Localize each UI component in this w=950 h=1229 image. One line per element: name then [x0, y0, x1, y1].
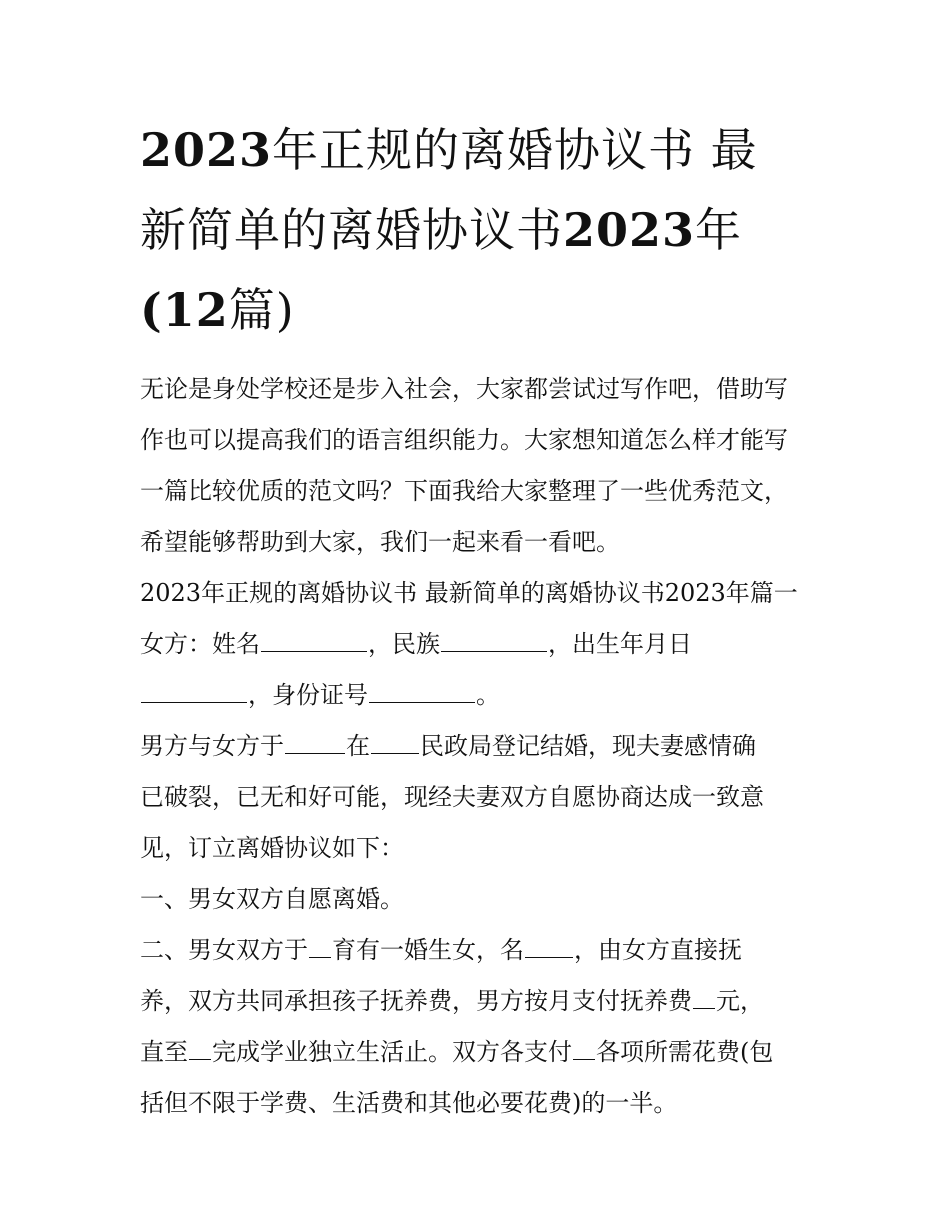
text-line: 男方与女方于 在 民政局登记结婚，现夫妻感情确 [140, 732, 756, 760]
text-line: ，身份证号 。 [140, 670, 820, 721]
text-line: 养，双方共同承担孩子抚养费，男方按月支付抚养费 元， [140, 987, 764, 1015]
fill-blank [525, 934, 573, 958]
intro-paragraph [140, 364, 820, 568]
fill-blank [261, 628, 367, 652]
fill-blank [141, 679, 247, 703]
title-line: 2023年正规的离婚协议书 最 [140, 123, 758, 177]
text-line: 女方：姓名 ，民族 ，出生年月日 [140, 630, 692, 658]
text-line: 二、男女双方于 育有一婚生女，名 ，由女方直接抚 [140, 936, 742, 964]
fill-blank [189, 1036, 211, 1060]
document-title [140, 110, 820, 350]
woman-info-paragraph [140, 619, 820, 721]
fill-blank [573, 1036, 595, 1060]
text-line: 无论是身处学校还是步入社会，大家都尝试过写作吧，借助写 [140, 375, 788, 403]
text-line: 一篇比较优质的范文吗？下面我给大家整理了一些优秀范文， [140, 477, 788, 505]
title-line: 新简单的离婚协议书2023年 [140, 203, 743, 257]
clause-two [140, 925, 820, 1129]
text-line: 作也可以提高我们的语言组织能力。大家想知道怎么样才能写 [140, 426, 788, 454]
document-body [140, 364, 820, 1129]
title-line: (12篇) [140, 283, 295, 337]
text-line: 希望能够帮助到大家，我们一起来看一看吧。 [140, 528, 620, 556]
text-line: 括但不限于学费、生活费和其他必要花费)的一半。 [140, 1089, 678, 1117]
fill-blank [369, 679, 475, 703]
text-line: 直至 完成学业独立生活止。双方各支付 各项所需花费(包 [140, 1038, 774, 1066]
fill-blank [285, 730, 345, 754]
fill-blank [309, 934, 331, 958]
document-page [140, 110, 820, 1129]
text-line: 见，订立离婚协议如下： [140, 834, 404, 862]
fill-blank [371, 730, 419, 754]
section-heading: 2023年正规的离婚协议书 最新简单的离婚协议书2023年篇一 [140, 579, 798, 607]
fill-blank [441, 628, 547, 652]
clause-one: 一、男女双方自愿离婚。 [140, 885, 404, 913]
marriage-paragraph [140, 721, 820, 874]
fill-blank [693, 985, 715, 1009]
text-line: 已破裂，已无和好可能，现经夫妻双方自愿协商达成一致意 [140, 783, 764, 811]
